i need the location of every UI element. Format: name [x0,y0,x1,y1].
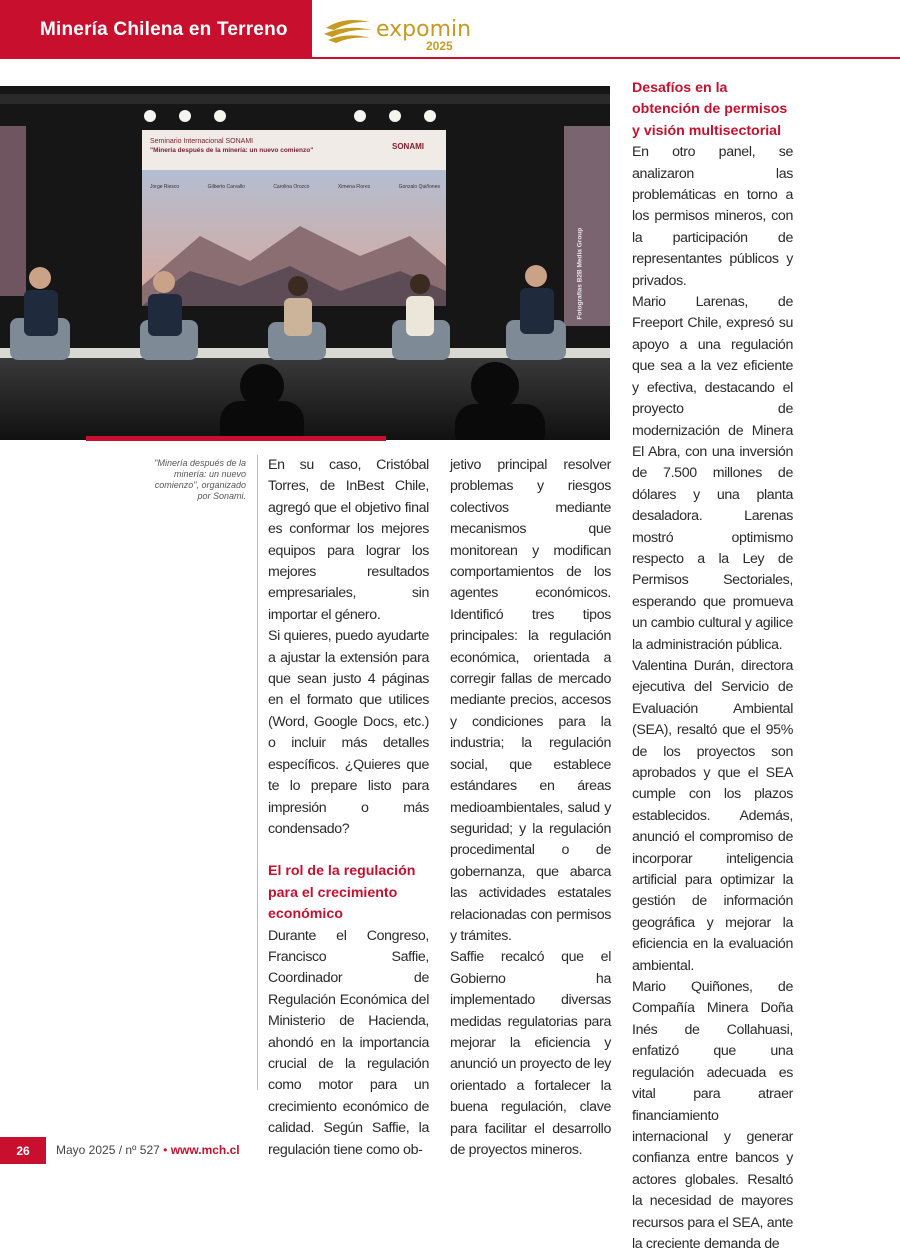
photo-caption: "Minería después de la minería: un nuevo comienzo", organizado por Sonami. [154,458,246,501]
paragraph: En otro panel, se analizaron las problemáticas en torno a los permisos mineros, con la participación de representantes públicos y privados. [632,144,793,289]
screen-title-line1: Seminario Internacional SONAMI [150,138,254,145]
paragraph: Valentina Durán, directora ejecutiva del Servicio de Evaluación Ambiental (SEA), resaltó que el 95% de los proyectos son aprobados y que el SEA cumple con los plazos establecidos. Además, anunció el compromiso de incorporar inteligencia artificial para optimizar la gestión de información geográfica y mejorar la eficiencia en la evaluación ambiental. [632,657,793,974]
page-number: 26 [0,1137,46,1164]
section-heading: Desafíos en la obtención de permisos y visión multisectorial [632,80,788,139]
column-divider [257,455,258,1090]
paragraph: Mario Quiñones, de Compañía Minera Doña Inés de Collahuasi, enfatizó que una regulación adecuada es vital para atraer financiamiento internacional y generar confianza entre bancos y actores globales. Resaltó la necesidad de mayores recursos para el SEA, ante la creciente demanda de [632,979,793,1252]
screen-title-line2: "Minería después de la minería: un nuevo comienzo" [150,147,314,154]
issue-info: Mayo 2025 / nº 527 [56,1143,160,1157]
logo-year: 2025 [426,39,453,53]
header-rule [312,57,900,59]
paragraph: Durante el Congreso, Francisco Saffie, Coordinador de Regulación Económica del Ministerio de Hacienda, ahondó en la importancia crucial de la regulación como motor para un crecimiento económico de calidad. Según Saffie, la regulación tiene como ob- [268,927,429,1158]
section-heading: El rol de la regulación para el crecimiento económico [268,863,416,923]
website-link[interactable]: www.mch.cl [170,1143,240,1157]
section-title: Minería Chilena en Terreno [40,18,288,40]
footer-info [56,1143,240,1157]
paragraph: En su caso, Cristóbal Torres, de InBest Chile, agregó que el objetivo final es conformar los mejores equipos para lograr los mejores resultados empresariales, sin importar el género. [268,457,429,623]
paragraph: Saffie recalcó que el Gobierno ha implementado diversas medidas regulatorias para mejorar la eficiencia y anunció un proyecto de ley orientado a fortalecer la buena regulación, clave para facilitar el desarrollo de proyectos mineros. [450,949,611,1158]
article-column-1 [268,455,429,1161]
photo-credit: Fotografías B2B Media Group [576,227,584,320]
article-column-3 [632,78,793,1255]
panelist-name: Gilberto Carvallo [207,184,245,190]
panelist-name: Gonzalo Quiñones [398,184,440,190]
section-header-band [0,0,312,59]
screen-brand: SONAMI [392,142,424,151]
article-column-2 [450,455,611,1161]
stage-illustration [0,86,610,440]
photo-accent-bar [86,436,386,441]
logo-name: expomin [376,17,472,42]
footer-bullet: • [163,1143,168,1157]
paragraph: Mario Larenas, de Freeport Chile, expresó su apoyo a una regulación que sea a la vez eficiente y efectiva, destacando el proyecto de modernización de Minera El Abra, con una inversión de 7.500 millones de dólares y una planta desaladora. Larenas mostró optimismo respecto a la Ley de Permisos Sectoriales, esperando que promueva un cambio cultural y agilice la administración pública. [632,294,793,653]
event-photo [0,86,610,440]
screen-panelist-row [150,184,440,190]
panelist-name: Jorge Riesco [150,184,180,190]
paragraph: jetivo principal resolver problemas y riesgos colectivos mediante mecanismos que monitorean y modifican comportamientos de los agentes económicos. Identificó tres tipos principales: la regulación económica, orientada a corregir fallas de mercado mediante precios, accesos y condiciones para la industria; la regulación social, que establece estándares en áreas medioambientales, salud y seguridad; y la regulación procedimental o de gobernanza, que abarca las actividades estatales relacionadas con permisos y trámites. [450,457,611,944]
panelist-name: Carolina Orozco [273,184,310,190]
paragraph: Si quieres, puedo ayudarte a ajustar la extensión para que sean justo 4 páginas en el formato que utilices (Word, Google Docs, etc.) o incluir más detalles específicos. ¿Quieres que te lo prepare listo para impresión o más condensado? [268,628,429,837]
panelist-name: Ximena Flores [337,184,371,190]
